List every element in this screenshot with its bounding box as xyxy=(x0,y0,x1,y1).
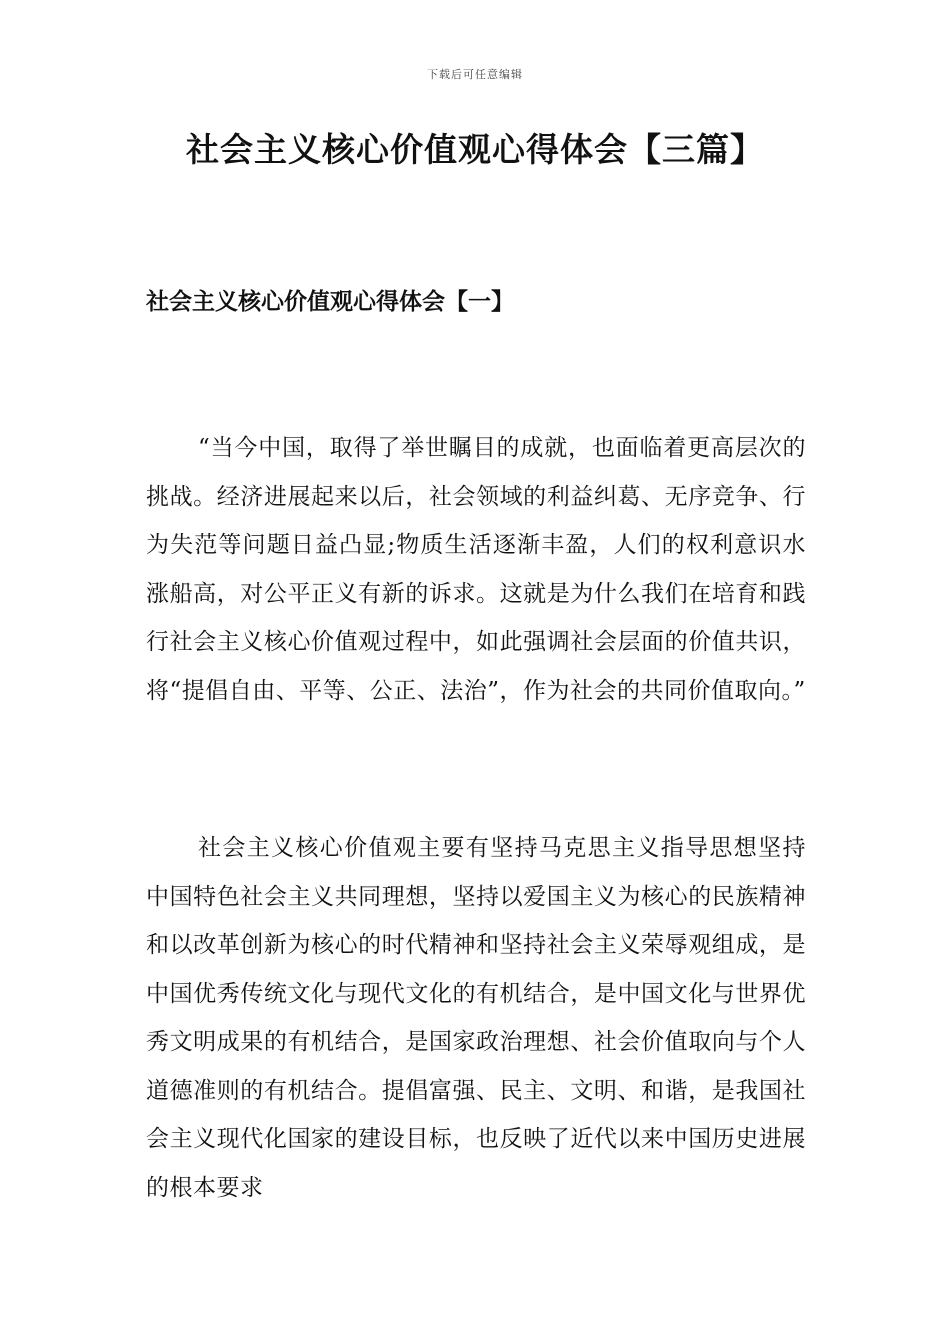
document-title: 社会主义核心价值观心得体会【三篇】 xyxy=(186,130,764,169)
header-note: 下载后可任意编辑 xyxy=(427,68,523,81)
paragraph-2: 社会主义核心价值观主要有坚持马克思主义指导思想坚持中国特色社会主义共同理想，坚持以爱国主义为核心的民族精神和以改革创新为核心的时代精神和坚持社会主义荣辱观组成，是中国优秀传统文化与现代文化的有机结合，是中国文化与世界优秀文明成果的有机结合，是国家政治理想、社会价值取向与个人道德准则的有机结合。提倡富强、民主、文明、和谐，是我国社会主义现代化国家的建设目标，也反映了近代以来中国历史进展的根本要求 xyxy=(146,835,806,1201)
section-heading: 社会主义核心价值观心得体会【一】 xyxy=(146,288,514,315)
paragraph-1: “当今中国，取得了举世瞩目的成就，也面临着更高层次的挑战。经济进展起来以后，社会领域的利益纠葛、无序竞争、行为失范等问题日益凸显;物质生活逐渐丰盈，人们的权利意识水涨船高，对公平正义有新的诉求。这就是为什么我们在培育和践行社会主义核心价值观过程中，如此强调社会层面的价值共识，将“提倡自由、平等、公正、法治”，作为社会的共同价值取向。” xyxy=(146,435,806,704)
